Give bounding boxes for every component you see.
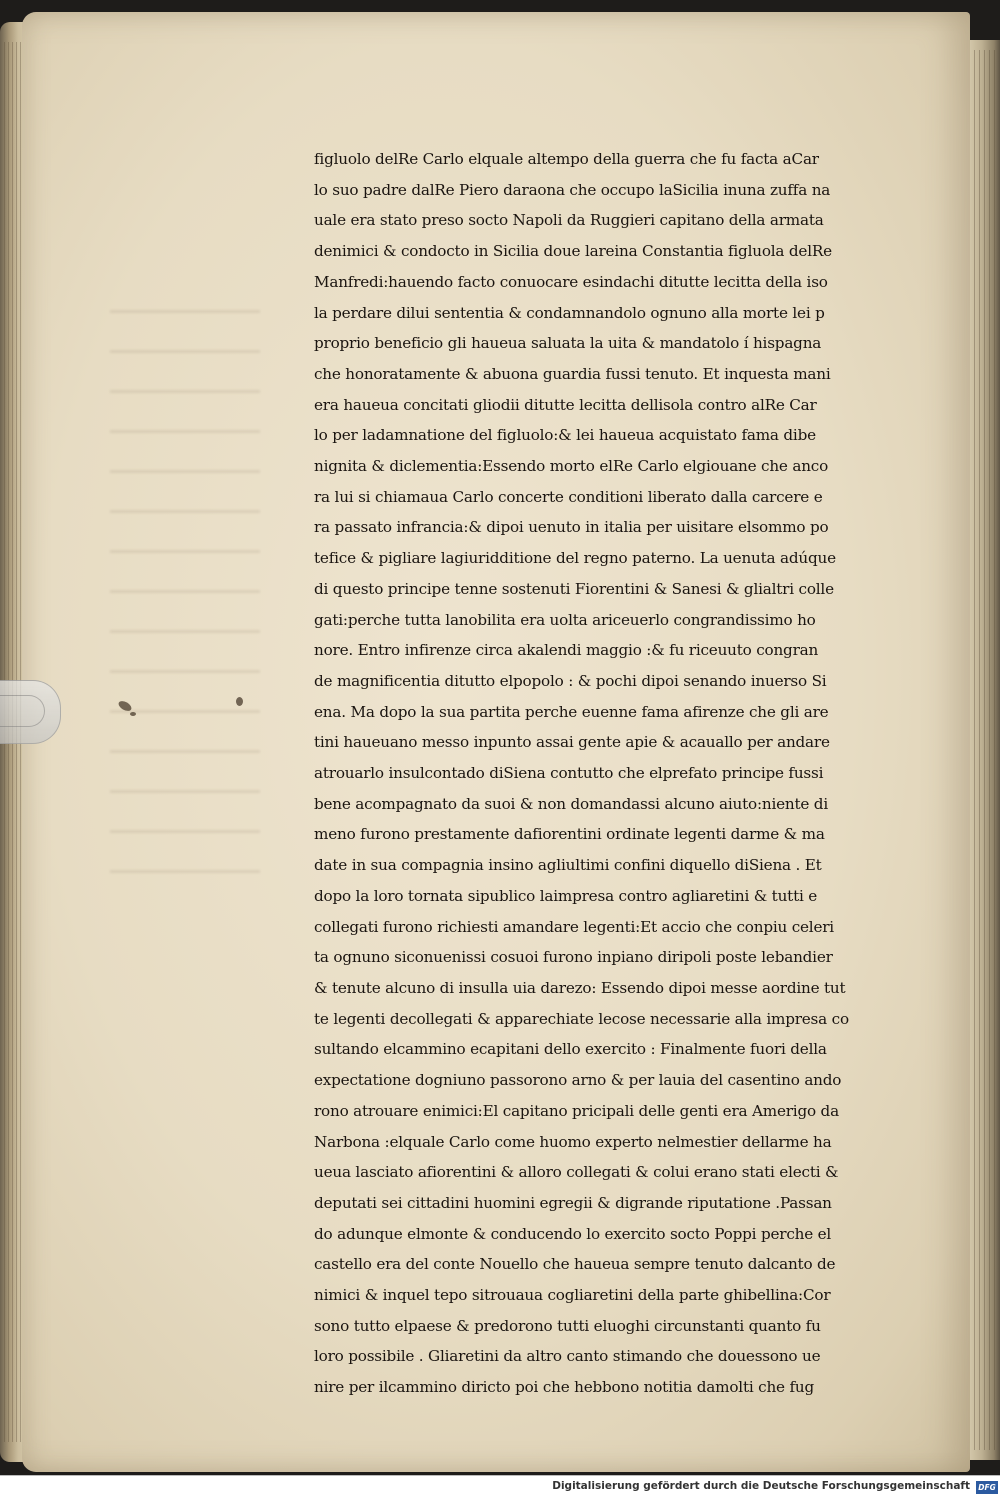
text-line: deputati sei cittadini huomini egregii & digrande riputatione .Passan: [314, 1193, 832, 1212]
text-line: loro possibile . Gliaretini da altro canto stimando che douessono ue: [314, 1347, 821, 1366]
text-line: ra lui si chiamaua Carlo concerte conditioni liberato dalla carcere e: [314, 487, 823, 506]
text-line: ena. Ma dopo la sua partita perche euenne fama afirenze che gli are: [314, 702, 829, 721]
ink-stain: [130, 712, 136, 716]
dfg-logo-icon: DFG: [976, 1481, 998, 1494]
text-line: proprio beneficio gli haueua saluata la uita & mandatolo í hispagna: [314, 334, 822, 353]
funding-credit: Digitalisierung gefördert durch die Deutsche Forschungsgemeinschaft: [552, 1480, 970, 1492]
page-clip: [0, 680, 61, 744]
text-line: ueua lasciato afiorentini & alloro collegati & colui erano stati electi &: [314, 1163, 839, 1182]
text-line: sono tutto elpaese & predorono tutti eluoghi circunstanti quanto fu: [314, 1316, 821, 1335]
text-line: bene acompagnato da suoi & non domandassi alcuno aiuto:niente di: [314, 794, 828, 813]
text-line: meno furono prestamente dafiorentini ordinate legenti darme & ma: [314, 825, 825, 844]
text-line: atrouarlo insulcontado diSiena contutto che elprefato principe fussi: [314, 764, 824, 783]
text-line: do adunque elmonte & conducendo lo exercito socto Poppi perche el: [314, 1224, 832, 1243]
text-line: denimici & condocto in Sicilia doue lareina Constantia figluola delRe: [314, 242, 832, 261]
text-line: ta ognuno siconuenissi cosuoi furono inpiano diripoli poste lebandier: [314, 948, 833, 967]
text-line: & tenute alcuno di insulla uia darezo: Essendo dipoi messe aordine tut: [314, 978, 846, 997]
text-line: tini haueuano messo inpunto assai gente apie & acauallo per andare: [314, 733, 830, 752]
text-line: Manfredi:hauendo facto conuocare esindachi ditutte lecitta della iso: [314, 272, 828, 291]
text-line: la perdare dilui sententia & condamnandolo ognuno alla morte lei p: [314, 303, 825, 322]
text-line: nore. Entro infirenze circa akalendi maggio :& fu riceuuto congran: [314, 641, 819, 660]
text-line: che honoratamente & abuona guardia fussi tenuto. Et inquesta mani: [314, 364, 831, 383]
text-line: rono atrouare enimici:El capitano pricipali delle genti era Amerigo da: [314, 1101, 839, 1120]
text-line: date in sua compagnia insino agliultimi confini diquello diSiena . Et: [314, 856, 822, 875]
text-line: ra passato infrancia:& dipoi uenuto in italia per uisitare elsommo po: [314, 518, 829, 537]
text-line: di questo principe tenne sostenuti Fiorentini & Sanesi & glialtri colle: [314, 579, 834, 598]
text-line: dopo la loro tornata sipublico laimpresa contro agliaretini & tutti e: [314, 886, 818, 905]
body-text: [314, 144, 894, 1403]
text-line: sultando elcammino ecapitani dello exercito : Finalmente fuori della: [314, 1040, 827, 1059]
text-line: nignita & diclementia:Essendo morto elRe Carlo elgiouane che anco: [314, 457, 829, 476]
text-line: gati:perche tutta lanobilita era uolta ariceuerlo congrandissimo ho: [314, 610, 816, 629]
text-line: te legenti decollegati & apparechiate lecose necessarie alla impresa co: [314, 1009, 849, 1028]
text-line: expectatione dogniuno passorono arno & per lauia del casentino ando: [314, 1071, 842, 1090]
text-line: de magnificentia ditutto elpopolo : & pochi dipoi senando inuerso Si: [314, 671, 827, 690]
text-line: Narbona :elquale Carlo come huomo experto nelmestier dellarme ha: [314, 1132, 832, 1151]
right-page-stack: [970, 40, 1000, 1460]
text-line: nire per ilcammino diricto poi che hebbono notitia damolti che fug: [314, 1378, 814, 1397]
text-line: collegati furono richiesti amandare legenti:Et accio che conpiu celeri: [314, 917, 834, 936]
text-line: lo per ladamnatione del figluolo:& lei haueua acquistato fama dibe: [314, 426, 816, 445]
ink-stain: [236, 697, 243, 706]
show-through-text: [110, 290, 260, 890]
text-line: castello era del conte Nouello che haueua sempre tenuto dalcanto de: [314, 1255, 836, 1274]
text-line: era haueua concitati gliodii ditutte lecitta dellisola contro alRe Car: [314, 395, 817, 414]
text-line: uale era stato preso socto Napoli da Ruggieri capitano della armata: [314, 211, 824, 230]
text-line: tefice & pigliare lagiuridditione del regno paterno. La uenuta adúque: [314, 549, 836, 568]
text-line: figluolo delRe Carlo elquale altempo della guerra che fu facta aCar: [314, 150, 819, 168]
text-line: lo suo padre dalRe Piero daraona che occupo laSicilia inuna zuffa na: [314, 180, 831, 199]
footer-bar: [0, 1475, 1000, 1500]
text-line: nimici & inquel tepo sitrouaua cogliaretini della parte ghibellina:Cor: [314, 1286, 831, 1305]
